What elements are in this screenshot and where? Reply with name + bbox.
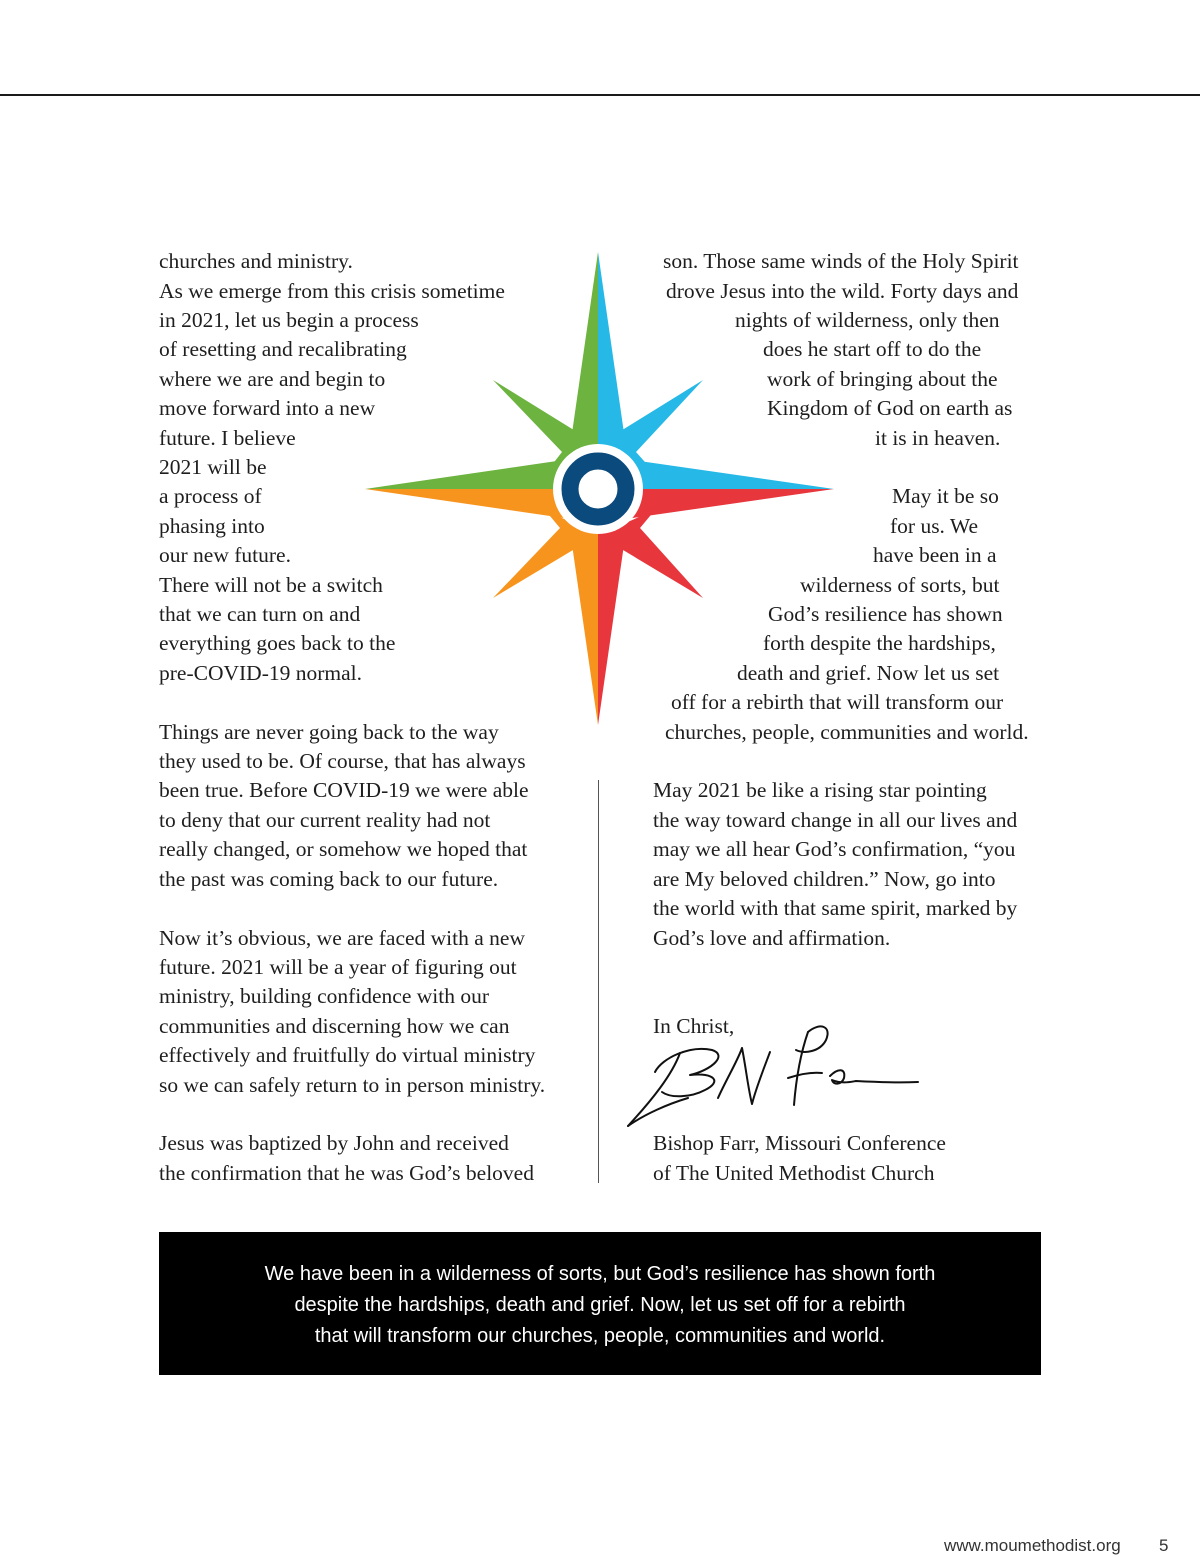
star-center-dot [586,477,610,501]
right-line: God’s resilience has shown [768,602,1003,626]
right-line: are My beloved children.” Now, go into [653,867,996,891]
column-divider [598,780,599,1183]
right-line: the way toward change in all our lives and [653,808,1018,832]
left-line: There will not be a switch [159,573,383,597]
right-line: churches, people, communities and world. [665,720,1029,744]
left-line: pre-COVID-19 normal. [159,661,363,685]
closing-salutation: In Christ, [653,1014,735,1038]
left-line: to deny that our current reality had not [159,808,491,832]
right-line: Kingdom of God on earth as [767,396,1013,420]
right-line: for us. We [890,514,979,538]
left-line: phasing into [159,514,265,538]
left-line: communities and discerning how we can [159,1014,510,1038]
pull-quote-line: despite the hardships, death and grief. Now, let us set off for a rebirth [294,1294,906,1316]
right-line: May 2021 be like a rising star pointing [653,778,987,802]
left-line: really changed, or somehow we hoped that [159,837,528,861]
right-line: drove Jesus into the wild. Forty days and [666,279,1019,303]
left-line: Now it’s obvious, we are faced with a new [159,926,525,950]
right-line: work of bringing about the [767,367,998,391]
top-rule [0,94,1200,96]
left-line: future. I believe [159,426,296,450]
pull-quote-line: that will transform our churches, people, communities and world. [314,1325,886,1347]
left-line: of resetting and recalibrating [159,337,407,361]
footer-url[interactable]: www.moumethodist.org [944,1536,1121,1555]
left-line: where we are and begin to [159,367,386,391]
signer-title: of The United Methodist Church [653,1161,935,1185]
pull-quote-box [159,1232,1041,1375]
right-line: does he start off to do the [763,337,982,361]
left-line: churches and ministry. [159,249,353,273]
right-line: May it be so [892,484,999,508]
signer-name: Bishop Farr, Missouri Conference [653,1131,946,1155]
right-line: the world with that same spirit, marked by [653,896,1018,920]
right-line: forth despite the hardships, [763,631,996,655]
right-line: it is in heaven. [875,426,1001,450]
right-line: son. Those same winds of the Holy Spirit [663,249,1019,273]
right-line: wilderness of sorts, but [800,573,1000,597]
left-line: that we can turn on and [159,602,361,626]
pull-quote-line: We have been in a wilderness of sorts, but God’s resilience has shown forth [264,1263,936,1285]
left-line: 2021 will be [159,455,267,479]
right-line: off for a rebirth that will transform our [671,690,1004,714]
left-line: our new future. [159,543,291,567]
left-line: everything goes back to the [159,631,396,655]
left-line: effectively and fruitfully do virtual ministry [159,1043,536,1067]
right-line: have been in a [873,543,997,567]
left-line: so we can safely return to in person ministry. [159,1073,546,1097]
left-line: Things are never going back to the way [159,720,499,744]
right-line: God’s love and affirmation. [653,926,891,950]
handwritten-signature-icon [620,1020,925,1130]
left-line: in 2021, let us begin a process [159,308,419,332]
right-line: death and grief. Now let us set [737,661,1000,685]
left-line: move forward into a new [159,396,376,420]
right-line: may we all hear God’s confirmation, “you [653,837,1016,861]
page-number: 5 [1159,1536,1169,1555]
left-line: the confirmation that he was God’s beloved [159,1161,534,1185]
left-line: the past was coming back to our future. [159,867,499,891]
left-line: future. 2021 will be a year of figuring out [159,955,517,979]
left-line: been true. Before COVID-19 we were able [159,778,529,802]
left-line: Jesus was baptized by John and received [159,1131,509,1155]
left-line: they used to be. Of course, that has always [159,749,526,773]
left-line: As we emerge from this crisis sometime [159,279,505,303]
left-line: ministry, building confidence with our [159,984,490,1008]
right-line: nights of wilderness, only then [735,308,1000,332]
left-line: a process of [159,484,262,508]
